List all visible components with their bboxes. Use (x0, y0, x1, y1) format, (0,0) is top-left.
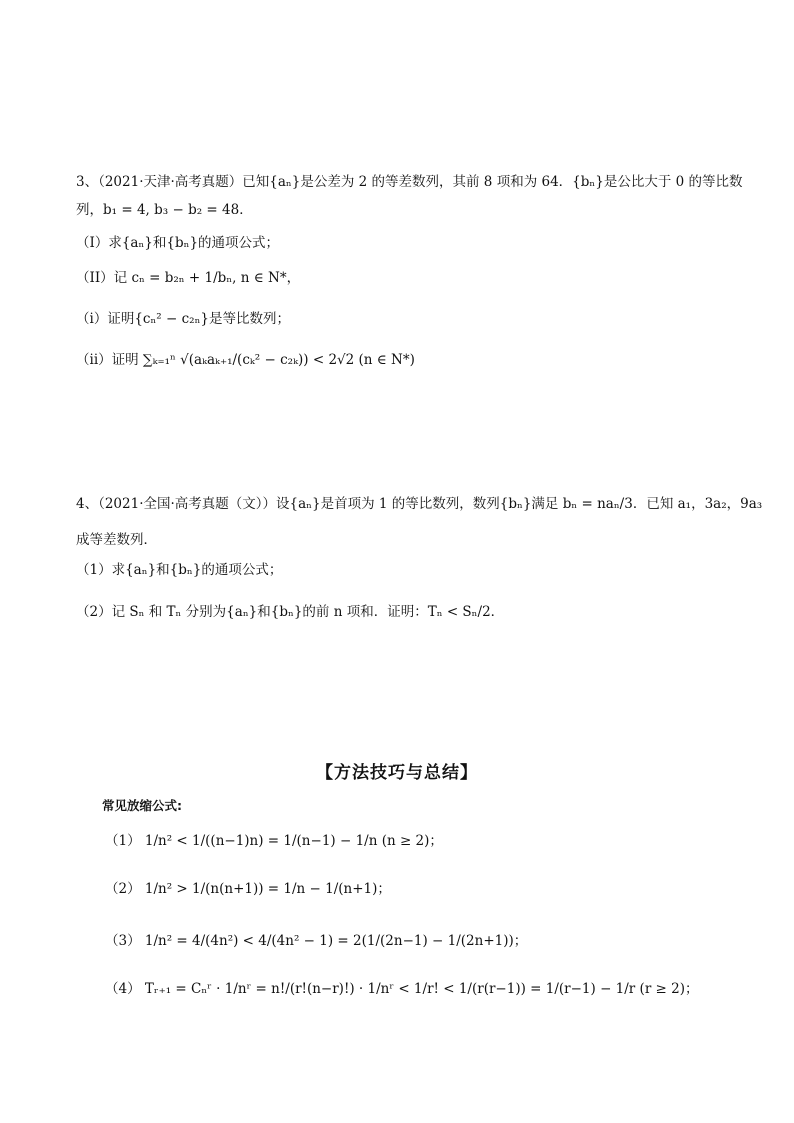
section-subtitle: 常见放缩公式: (102, 798, 182, 813)
problem-4-part-2: （2）记 Sₙ 和 Tₙ 分别为{aₙ}和{bₙ}的前 n 项和．证明：Tₙ < Sₙ/2． (76, 604, 505, 620)
problem-3-line-2: 列，b₁ = 4, b₃ − b₂ = 48． (76, 202, 253, 218)
formula-4: （4） Tᵣ₊₁ = Cₙʳ · 1/nʳ = n!/(r!(n−r)!) · 1/nʳ < 1/r! < 1/(r(r−1)) = 1/(r−1) − 1/r (r ≥ 2)； (105, 981, 699, 997)
problem-4-line-1: 4、（2021·全国·高考真题（文））设{aₙ}是首项为 1 的等比数列，数列{bₙ}满足 bₙ = naₙ/3．已知 a₁，3a₂，9a₃ (76, 496, 763, 512)
problem-4-part-1: （1）求{aₙ}和{bₙ}的通项公式； (76, 562, 283, 578)
problem-3-part-1: （I）求{aₙ}和{bₙ}的通项公式； (76, 235, 280, 251)
problem-3-part-2: （II）记 cₙ = b₂ₙ + 1/bₙ, n ∈ N*， (76, 270, 301, 286)
problem-3-part-i: （i）证明{cₙ² − c₂ₙ}是等比数列； (76, 311, 291, 327)
problem-3-part-ii: （ii）证明 ∑ₖ₌₁ⁿ √(aₖaₖ₊₁/(cₖ² − c₂ₖ)) < 2√2 (n ∈ N*) (76, 352, 415, 368)
formula-1: （1） 1/n² < 1/((n−1)n) = 1/(n−1) − 1/n (n ≥ 2)； (105, 833, 443, 849)
formula-2: （2） 1/n² > 1/(n(n+1)) = 1/n − 1/(n+1)； (105, 881, 391, 897)
formula-3: （3） 1/n² = 4/(4n²) < 4/(4n² − 1) = 2(1/(2n−1) − 1/(2n+1))； (105, 933, 528, 949)
problem-3-line-1: 3、（2021·天津·高考真题）已知{aₙ}是公差为 2 的等差数列，其前 8 项和为 64．{bₙ}是公比大于 0 的等比数 (76, 174, 743, 190)
problem-4-line-2: 成等差数列． (76, 532, 157, 548)
section-heading: 【方法技巧与总结】 (316, 763, 478, 783)
